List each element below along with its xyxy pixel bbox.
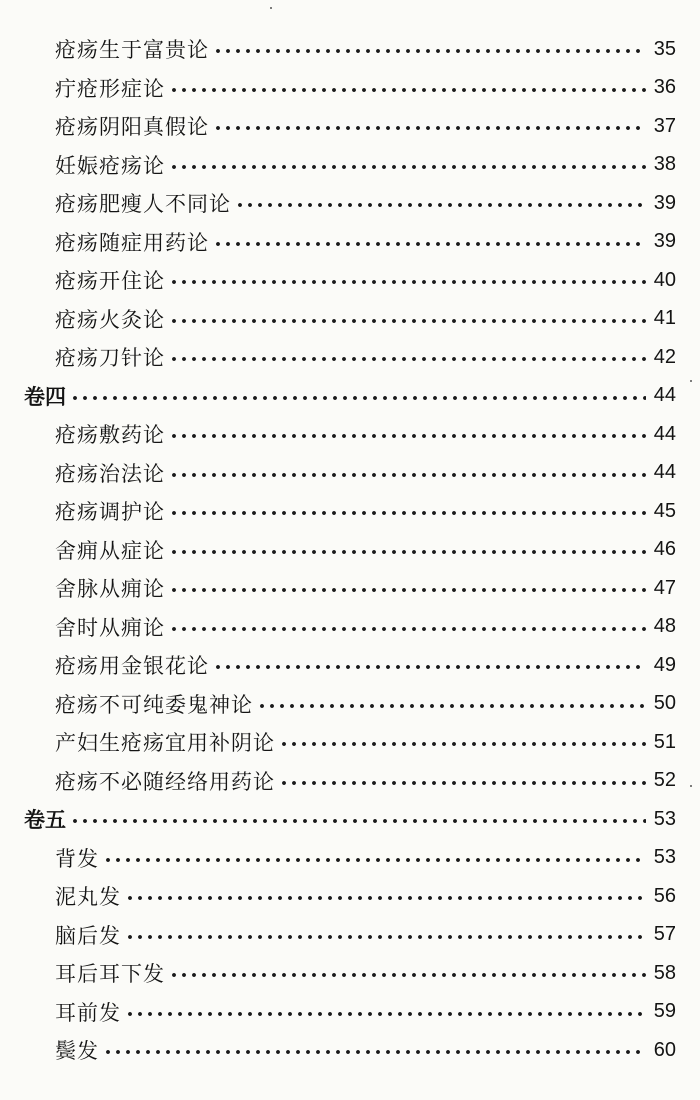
toc-entry-title: 疮疡随症用药论 [55, 230, 209, 255]
toc-entry [0, 30, 700, 69]
toc-entry-title: 疮疡不必随经络用药论 [55, 769, 275, 794]
dot-leader [169, 86, 646, 94]
toc-page-number: 38 [653, 153, 676, 176]
toc-entry-title: 疮疡生于富贵论 [55, 38, 209, 63]
dot-leader [103, 856, 646, 864]
toc-page-number: 37 [653, 114, 676, 137]
toc-entry [0, 107, 700, 146]
scan-speck [690, 785, 692, 787]
toc-volume-heading [0, 800, 700, 839]
toc-entry-title: 脑后发 [55, 923, 121, 948]
dot-leader [70, 817, 646, 825]
toc-entry [0, 69, 700, 108]
toc-entry [0, 993, 700, 1032]
dot-leader [213, 47, 646, 55]
dot-leader [169, 586, 646, 594]
toc-entry-title: 耳后耳下发 [55, 962, 165, 987]
toc-page-number: 40 [653, 268, 676, 291]
dot-leader [169, 509, 646, 517]
toc-entry [0, 146, 700, 185]
toc-volume-heading [0, 377, 700, 416]
toc-entry-title: 卷四 [24, 383, 66, 409]
toc-entry-title: 疮疡不可纯委鬼神论 [55, 692, 253, 717]
dot-leader [279, 740, 646, 748]
dot-leader [169, 548, 646, 556]
toc-page-number: 59 [653, 1000, 676, 1023]
table-of-contents [0, 30, 700, 1070]
toc-entry [0, 954, 700, 993]
toc-entry-title: 卷五 [24, 807, 66, 833]
toc-page-number: 44 [653, 384, 676, 407]
toc-entry [0, 492, 700, 531]
toc-page-number: 46 [653, 538, 676, 561]
toc-entry [0, 223, 700, 262]
toc-entry [0, 877, 700, 916]
toc-entry-title: 背发 [55, 846, 99, 871]
dot-leader [103, 1048, 646, 1056]
toc-entry [0, 300, 700, 339]
toc-page-number: 58 [653, 961, 676, 984]
toc-page-number: 45 [653, 499, 676, 522]
dot-leader [169, 317, 646, 325]
dot-leader [257, 702, 646, 710]
toc-page-number: 48 [653, 615, 676, 638]
toc-entry [0, 839, 700, 878]
toc-entry-title: 疮疡治法论 [55, 461, 165, 486]
toc-entry [0, 762, 700, 801]
toc-entry-title: 舍痈从症论 [55, 538, 165, 563]
toc-page-number: 35 [653, 37, 676, 60]
toc-entry [0, 916, 700, 955]
toc-entry [0, 608, 700, 647]
dot-leader [169, 432, 646, 440]
toc-entry-title: 产妇生疮疡宜用补阴论 [55, 731, 275, 756]
toc-page-number: 39 [653, 230, 676, 253]
toc-page-number: 44 [653, 422, 676, 445]
toc-entry-title: 舍时从痈论 [55, 615, 165, 640]
toc-entry-title: 泥丸发 [55, 885, 121, 910]
dot-leader [125, 1010, 646, 1018]
dot-leader [279, 779, 646, 787]
dot-leader [125, 894, 646, 902]
dot-leader [213, 124, 646, 132]
toc-page-number: 41 [653, 307, 676, 330]
toc-entry-title: 妊娠疮疡论 [55, 153, 165, 178]
toc-entry [0, 531, 700, 570]
toc-entry-title: 疮疡开住论 [55, 269, 165, 294]
toc-entry-title: 疮疡敷药论 [55, 423, 165, 448]
dot-leader [169, 278, 646, 286]
toc-entry-title: 疮疡调护论 [55, 500, 165, 525]
scan-speck [270, 7, 272, 9]
toc-entry [0, 261, 700, 300]
dot-leader [235, 201, 646, 209]
toc-entry [0, 569, 700, 608]
toc-entry-title: 疮疡阴阳真假论 [55, 115, 209, 140]
toc-entry [0, 1031, 700, 1070]
dot-leader [169, 471, 646, 479]
toc-entry-title: 疮疡用金银花论 [55, 654, 209, 679]
toc-entry-title: 疮疡刀针论 [55, 346, 165, 371]
toc-page-number: 52 [653, 769, 676, 792]
toc-entry-title: 鬓发 [55, 1039, 99, 1064]
toc-entry-title: 疮疡火灸论 [55, 307, 165, 332]
toc-page-number: 36 [653, 76, 676, 99]
dot-leader [169, 163, 646, 171]
toc-page-number: 42 [653, 345, 676, 368]
toc-entry [0, 723, 700, 762]
toc-entry-title: 耳前发 [55, 1000, 121, 1025]
toc-page-number: 51 [653, 730, 676, 753]
dot-leader [169, 971, 646, 979]
toc-page-number: 53 [653, 846, 676, 869]
toc-entry [0, 338, 700, 377]
toc-entry-title: 疮疡肥瘦人不同论 [55, 192, 231, 217]
toc-page-number: 56 [653, 884, 676, 907]
dot-leader [125, 933, 646, 941]
toc-entry-title: 舍脉从痈论 [55, 577, 165, 602]
toc-entry [0, 646, 700, 685]
dot-leader [169, 625, 646, 633]
toc-page-number: 44 [653, 461, 676, 484]
dot-leader [70, 394, 646, 402]
toc-page-number: 49 [653, 653, 676, 676]
scan-speck [690, 380, 692, 382]
dot-leader [213, 240, 646, 248]
toc-entry-title: 疔疮形症论 [55, 76, 165, 101]
toc-entry [0, 184, 700, 223]
toc-page-number: 50 [653, 692, 676, 715]
toc-entry [0, 685, 700, 724]
toc-page-number: 60 [653, 1038, 676, 1061]
toc-entry [0, 415, 700, 454]
toc-page-number: 53 [653, 807, 676, 830]
toc-entry [0, 454, 700, 493]
toc-page-number: 57 [653, 923, 676, 946]
toc-page-number: 39 [653, 191, 676, 214]
dot-leader [213, 663, 646, 671]
toc-page-number: 47 [653, 576, 676, 599]
dot-leader [169, 355, 646, 363]
